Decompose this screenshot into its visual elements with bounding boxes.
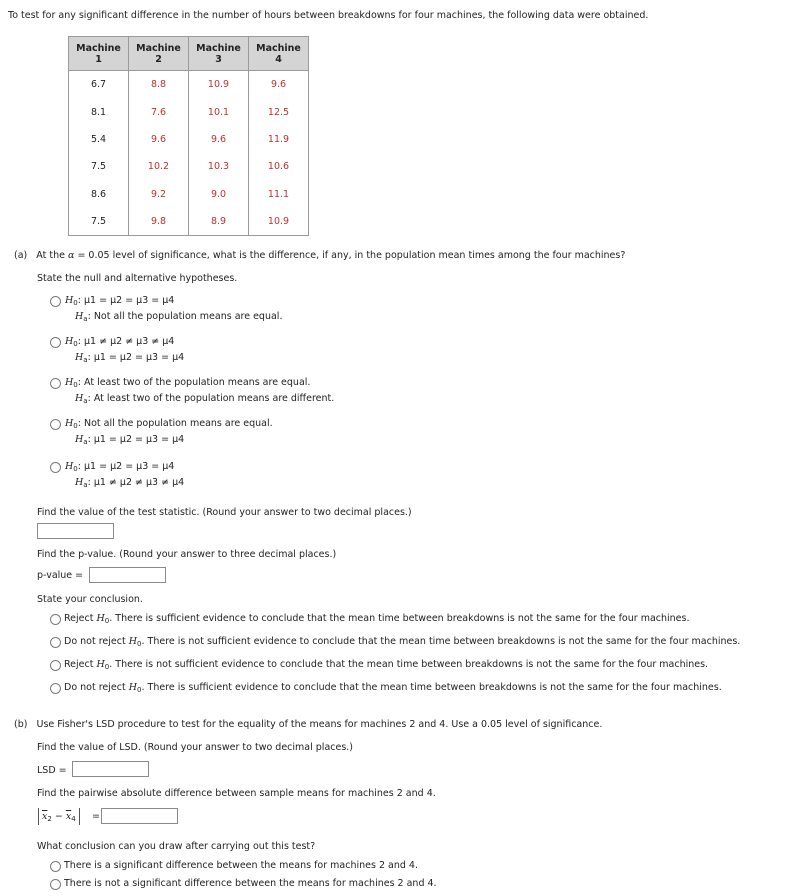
- hypothesis-option-2-radio[interactable]: [50, 337, 61, 348]
- hypothesis-option-1-radio[interactable]: [50, 296, 61, 307]
- test-statistic-prompt: Find the value of the test statistic. (Round your answer to two decimal places.): [37, 507, 412, 518]
- table-row: [69, 208, 309, 236]
- table-cell: 8.6: [69, 181, 129, 208]
- conclusion-prompt: State your conclusion.: [37, 594, 143, 605]
- table-cell: 10.1: [189, 98, 249, 125]
- table-cell: 10.9: [189, 71, 249, 99]
- hypothesis-option-5-radio[interactable]: [50, 462, 61, 473]
- equals-sign: =: [92, 811, 100, 822]
- table-cell: 7.5: [69, 208, 129, 236]
- table-cell: 11.9: [249, 126, 309, 153]
- table-cell: 9.8: [129, 208, 189, 236]
- part-b-label: (b): [14, 719, 28, 730]
- table-cell: 8.1: [69, 98, 129, 125]
- option-2-ha: $H_a$: μ1 = μ2 = μ3 = μ4: [75, 352, 185, 364]
- conclusion-option-3-radio[interactable]: [50, 660, 61, 671]
- lsd-conclusion-option-1-radio[interactable]: [50, 861, 61, 872]
- machine-data-table: [68, 36, 309, 236]
- table-cell: 6.7: [69, 71, 129, 99]
- table-cell: 9.6: [129, 126, 189, 153]
- option-2-h0: $H_0$: μ1 ≠ μ2 ≠ μ3 ≠ μ4: [65, 336, 175, 348]
- table-cell: 10.9: [249, 208, 309, 236]
- table-row: [69, 153, 309, 180]
- lsd-conclusion-option-2: There is not a significant difference between the means for machines 2 and 4.: [64, 878, 437, 889]
- option-4-ha: $H_a$: μ1 = μ2 = μ3 = μ4: [75, 434, 185, 446]
- hypothesis-option-3-radio[interactable]: [50, 378, 61, 389]
- conclusion-option-2-radio[interactable]: [50, 637, 61, 648]
- p-value-label: p-value =: [37, 570, 84, 581]
- lsd-conclusion-option-2-radio[interactable]: [50, 879, 61, 890]
- column-header: Machine 1: [69, 37, 129, 71]
- conclusion-option-3: Reject $H_0$. There is not sufficient evidence to conclude that the mean time between breakdowns is not the same for the four machines.: [64, 659, 709, 671]
- table-cell: 5.4: [69, 126, 129, 153]
- column-header: Machine 4: [249, 37, 309, 71]
- table-header-row: [69, 37, 309, 71]
- pairwise-diff-prompt: Find the pairwise absolute difference between sample means for machines 2 and 4.: [37, 788, 436, 799]
- lsd-label: LSD =: [37, 765, 67, 776]
- table-cell: 9.6: [249, 71, 309, 99]
- table-cell: 12.5: [249, 98, 309, 125]
- part-b-question: (b) Use Fisher's LSD procedure to test for the equality of the means for machines 2 and 4. Use a 0.05 level of significance.: [14, 719, 603, 730]
- option-3-h0: $H_0$: At least two of the population means are equal.: [65, 377, 311, 389]
- part-a-label: (a): [14, 250, 28, 261]
- lsd-conclusion-option-1: There is a significant difference between the means for machines 2 and 4.: [64, 860, 418, 871]
- table-cell: 11.1: [249, 181, 309, 208]
- alpha-symbol: α: [68, 250, 75, 261]
- part-a-question: (a) At the α = 0.05 level of significance, what is the difference, if any, in the population mean times among the four machines?: [14, 250, 626, 261]
- p-value-input[interactable]: [89, 567, 166, 583]
- conclusion-option-1: Reject $H_0$. There is sufficient evidence to conclude that the mean time between breakdowns is not the same for the four machines.: [64, 613, 690, 625]
- conclusion-option-2: Do not reject $H_0$. There is not sufficient evidence to conclude that the mean time between breakdowns is not the same for the four machines.: [64, 636, 741, 648]
- problem-intro: To test for any significant difference in the number of hours between breakdowns for four machines, the following data were obtained.: [8, 10, 649, 21]
- table-row: [69, 98, 309, 125]
- option-1-ha: $H_a$: Not all the population means are equal.: [75, 311, 283, 323]
- table-cell: 7.5: [69, 153, 129, 180]
- lsd-prompt: Find the value of LSD. (Round your answer to two decimal places.): [37, 742, 354, 753]
- table-cell: 10.3: [189, 153, 249, 180]
- column-header: Machine 3: [189, 37, 249, 71]
- table-row: [69, 181, 309, 208]
- table-row: [69, 71, 309, 99]
- column-header: Machine 2: [129, 37, 189, 71]
- p-value-prompt: Find the p-value. (Round your answer to three decimal places.): [37, 549, 337, 560]
- table-cell: 8.8: [129, 71, 189, 99]
- table-cell: 10.2: [129, 153, 189, 180]
- table-cell: 9.6: [189, 126, 249, 153]
- test-statistic-input[interactable]: [37, 523, 114, 539]
- option-3-ha: $H_a$: At least two of the population means are different.: [75, 393, 335, 405]
- table-cell: 7.6: [129, 98, 189, 125]
- option-4-h0: $H_0$: Not all the population means are equal.: [65, 418, 273, 430]
- conclusion-option-4: Do not reject $H_0$. There is sufficient evidence to conclude that the mean time between breakdowns is not the same for the four machines.: [64, 682, 722, 694]
- hypotheses-prompt: State the null and alternative hypotheses.: [37, 273, 238, 284]
- table-cell: 8.9: [189, 208, 249, 236]
- table-cell: 10.6: [249, 153, 309, 180]
- option-1-h0: $H_0$: μ1 = μ2 = μ3 = μ4: [65, 295, 175, 307]
- pairwise-diff-input[interactable]: [101, 808, 178, 824]
- option-5-h0: $H_0$: μ1 = μ2 = μ3 = μ4: [65, 461, 175, 473]
- conclusion-option-4-radio[interactable]: [50, 683, 61, 694]
- table-cell: 9.2: [129, 181, 189, 208]
- abs-diff-expression: $\overline{x}_2 - \overline{x}_4$: [38, 808, 80, 825]
- option-5-ha: $H_a$: μ1 ≠ μ2 ≠ μ3 ≠ μ4: [75, 477, 185, 489]
- lsd-input[interactable]: [72, 761, 149, 777]
- table-cell: 9.0: [189, 181, 249, 208]
- hypothesis-option-4-radio[interactable]: [50, 419, 61, 430]
- conclusion-option-1-radio[interactable]: [50, 614, 61, 625]
- lsd-conclusion-prompt: What conclusion can you draw after carrying out this test?: [37, 841, 316, 852]
- table-row: [69, 126, 309, 153]
